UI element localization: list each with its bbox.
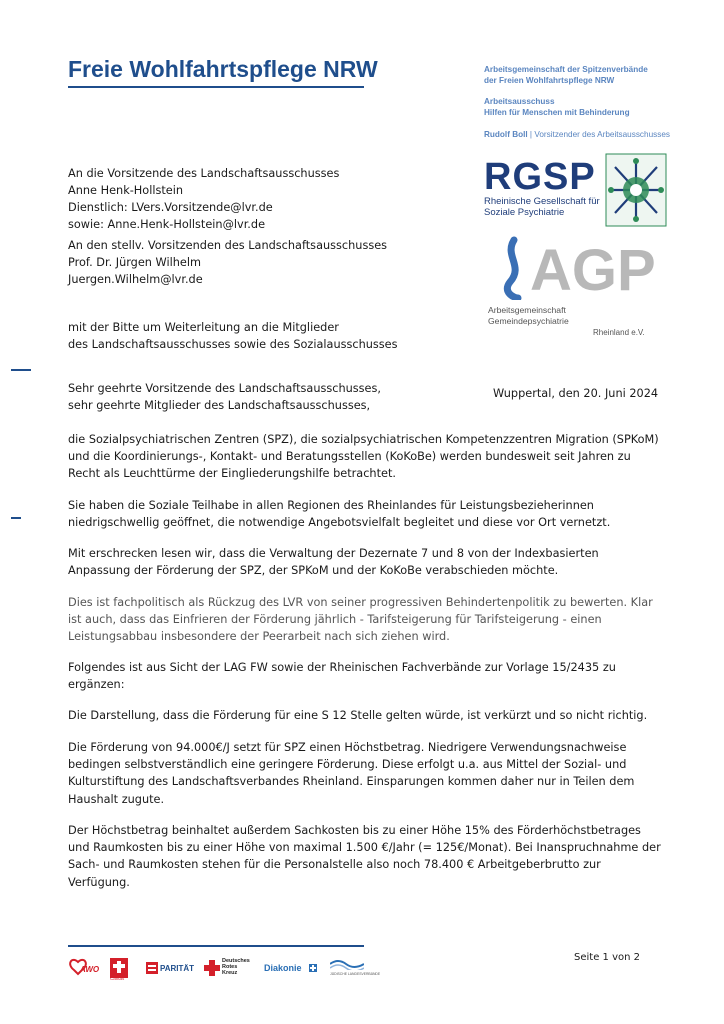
body-line: Folgendes ist aus Sicht der LAG FW sowie der Rheinischen Fachverbände zur Vorlage 15/2435 zu	[68, 661, 616, 674]
drk-line-2: Rotes	[222, 964, 238, 970]
body-line: Leistungsabbau insbesondere der Peerarbeit nach sich ziehen wird.	[68, 630, 450, 644]
jewish-associations-logo-icon	[330, 958, 364, 970]
recipient-line: Prof. Dr. Jürgen Wilhelm	[68, 256, 202, 269]
org-name	[484, 65, 648, 86]
rgsp-logo-sub-2: Soziale Psychiatrie	[484, 207, 565, 218]
drk-label	[222, 958, 250, 976]
body-line: Recht als Leuchttürme der Eingliederungshilfe betrachtet.	[68, 467, 396, 481]
committee-name	[484, 97, 630, 118]
rgsp-logo	[484, 158, 600, 218]
chair-separator: |	[527, 130, 535, 139]
body-line: die Sozialpsychiatrischen Zentren (SPZ), die sozialpsychiatrischen Kompetenzzentren Migration (SPKoM)	[68, 433, 659, 446]
red-cross-icon	[204, 960, 220, 976]
paritaet-label: PARITÄT	[160, 964, 195, 973]
rgsp-logo-sub-1: Rheinische Gesellschaft für	[484, 196, 600, 207]
body-line: niedrigschwellig geöffnet, die notwendige Angebotsvielfalt begleitet und diese vor Ort vernetzt.	[68, 516, 611, 530]
diakonie-cross-icon	[309, 964, 317, 972]
body-paragraph-5	[68, 659, 616, 693]
body-paragraph-1	[68, 431, 659, 483]
org-line-1: Arbeitsgemeinschaft der Spitzenverbände	[484, 65, 648, 74]
body-line: Sach- und Raumkosten stehen für die Personalstelle also noch 78.400 € Arbeitgeberbrutto zur	[68, 858, 601, 872]
body-line: Haushalt zugute.	[68, 792, 165, 806]
rgsp-logo-text: RGSP	[484, 156, 596, 198]
body-line: Kulturstiftung des Landschaftsverbandes Rheinland. Einsparungen kommen daher nur in Teilen dem	[68, 775, 635, 789]
drk-line-3: Kreuz	[222, 970, 238, 976]
punch-mark	[11, 517, 21, 519]
recipient-line: An den stellv. Vorsitzenden des Landschaftsausschusses	[68, 239, 388, 252]
fold-mark	[11, 369, 31, 371]
body-line: Dies ist fachpolitisch als Rückzug des LVR von seiner progressiven Behindertenpolitik zu bewerten. Klar	[68, 596, 653, 609]
agp-line-3: Rheinland e.V.	[593, 328, 645, 337]
body-line: ergänzen:	[68, 678, 125, 692]
recipient-line: An die Vorsitzende des Landschaftsausschusses	[68, 167, 340, 180]
recipient-line: Juergen.Wilhelm@lvr.de	[68, 273, 203, 286]
chair-name: Rudolf Boll	[484, 130, 528, 139]
awo-label: AWO	[80, 965, 100, 974]
committee-line-2: Hilfen für Menschen mit Behinderung	[484, 107, 630, 117]
footer-rule	[68, 945, 364, 947]
salutation-line: Sehr geehrte Vorsitzende des Landschaftsausschusses,	[68, 382, 381, 395]
paritaet-logo-icon	[146, 962, 158, 974]
body-line: Anpassung der Förderung der SPZ, der SPKoM und der KoKoBe verabschieden möchte.	[68, 564, 559, 578]
chair-role: Vorsitzender des Arbeitsausschusses	[534, 130, 670, 139]
agp-logo-graphic	[496, 236, 658, 300]
recipient-line: Dienstlich: LVers.Vorsitzende@lvr.de	[68, 201, 273, 214]
body-paragraph-7	[68, 739, 634, 808]
agp-line-1: Arbeitsgemeinschaft	[488, 305, 566, 315]
body-line: Sie haben die Soziale Teilhabe in allen Regionen des Rheinlandes für Leistungsbezieherinnen	[68, 499, 594, 512]
letter-date: Wuppertal, den 20. Juni 2024	[493, 387, 659, 400]
forwarding-request	[68, 319, 398, 353]
org-line-2: der Freien Wohlfahrtspflege NRW	[484, 75, 615, 85]
body-paragraph-4	[68, 594, 653, 646]
body-paragraph-2	[68, 497, 610, 531]
page-title: Freie Wohlfahrtspflege NRW	[68, 56, 378, 82]
svg-text:AGP: AGP	[530, 238, 656, 300]
body-line: Die Förderung von 94.000€/J setzt für SPZ einen Höchstbetrag. Niedrigere Verwendungsnachweise	[68, 741, 627, 754]
recipient-block-chair	[68, 165, 339, 233]
body-line: Verfügung.	[68, 875, 130, 889]
caritas-label: Caritas	[110, 976, 125, 981]
page-number: Seite 1 von 2	[574, 952, 640, 963]
caritas-logo-icon	[110, 958, 128, 978]
committee-line-1: Arbeitsausschuss	[484, 97, 555, 106]
recipient-block-deputy	[68, 237, 387, 288]
title-underline	[68, 86, 364, 88]
body-paragraph-6	[68, 707, 647, 724]
body-line: Die Darstellung, dass die Förderung für eine S 12 Stelle gelten würde, ist verkürzt und so nicht richtig.	[68, 709, 648, 722]
rgsp-emblem-icon	[605, 153, 667, 227]
forwarding-line: des Landschaftsausschusses sowie des Sozialausschusses	[68, 338, 398, 351]
diakonie-label: Diakonie	[264, 963, 302, 973]
body-paragraph-3	[68, 545, 599, 579]
body-line: und die Koordinierungs-, Kontakt- und Beratungsstellen (KoKoBe) werden bundesweit seit Jahren zu	[68, 450, 631, 464]
body-paragraph-8	[68, 822, 661, 891]
body-line: Der Höchstbetrag beinhaltet außerdem Sachkosten bis zu einer Höhe 15% des Förderhöchstbetrages	[68, 824, 641, 837]
recipient-line: sowie: Anne.Henk-Hollstein@lvr.de	[68, 218, 266, 231]
forwarding-line: mit der Bitte um Weiterleitung an die Mitglieder	[68, 321, 339, 334]
salutation	[68, 380, 381, 414]
salutation-line: sehr geehrte Mitglieder des Landschaftsausschusses,	[68, 399, 371, 412]
member-logos	[68, 956, 381, 981]
body-line: bedingen selbstverständlich eine geringere Förderung. Diese erfolgt u.a. aus Mittel der Sozial- und	[68, 758, 627, 772]
recipient-line: Anne Henk-Hollstein	[68, 184, 184, 197]
body-line: und Raumkosten bis zu einer Höhe von maximal 1.500 €/Jahr (= 125€/Monat). Bei Inanspruchnahme der	[68, 841, 661, 855]
chair-line	[484, 130, 670, 141]
body-line: Mit erschrecken lesen wir, dass die Verwaltung der Dezernate 7 und 8 von der Indexbasierten	[68, 547, 599, 560]
drk-line-1: Deutsches	[222, 958, 250, 964]
agp-line-2: Gemeindepsychiatrie	[488, 315, 569, 326]
body-line: ist auch, dass das Einfrieren der Förderung jährlich - Tarifsteigerung für Tarifsteigerung - einen	[68, 613, 602, 627]
jewish-associations-label: JÜDISCHE LANDESVERBÄNDE	[330, 972, 381, 976]
agp-logo-text	[488, 305, 569, 326]
